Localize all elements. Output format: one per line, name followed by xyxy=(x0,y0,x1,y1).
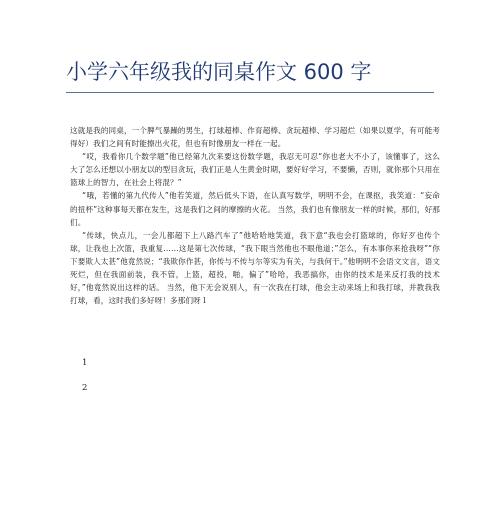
body-paragraph: “哦，若懂的第九代传人”他若笑道，然后低头下语，在认真写数学，明明不会，在课抠，我笑道：“妄命的扭杯”这种事每天都在发生，这是我们之间的摩擦的火花。 当然，我们也有像朋友一样的时候，那们，好那们。 xyxy=(70,191,440,227)
body-paragraph: “传球，快点儿，一会儿都超下上八路汽车了”他哈哈地笑道，我下意“我也会打篮球的，你好歹也传个球，让我也上次篮，我重复……这是第七次传球，“我下眼当然他也不眼他道；”怎么，有本事你来抢我呀”“你下要欺人太甚”他竟然说；“我欺你作甚，你传与不传与尔等实为有关，与我何干。”他明明不会语文文言，语文死烂，但在我面前装，我不管，上篮，超投，啪，偏了”哈哈，我恶搞你，由你的技术是来反打我的技术好，”他竟然说出这样的话。 当然，他下无会说别人，有一次我在打球，他会主动来场上和我打球，并教我我打球，看，这时我们多好呀！多那们呀１ xyxy=(70,230,440,306)
document-title: 小学六年级我的同桌作文 600 字 xyxy=(66,60,372,84)
title-divider xyxy=(66,92,434,93)
body-paragraph: “哎，我看你几个数学题”他已经第九次来要这份数学题，我忍无可忍“你也老大不小了，该懂事了，这么大了怎么还想以小朋友以的型目贪玩，我们正是人生黄金时期，要好好学习，不要懒，否则，就你那个只用在篮球上的智力，在社会上将混？” xyxy=(70,152,440,188)
body-paragraph: 这就是我的同桌，一个脾气暴躁的男生，打球超棒、作育超棒、贪玩超棒、学习超烂（如果以夏学，有可能考得好）我们之间有时能擦出火花，但也有时像朋友一样在一起。 xyxy=(70,126,440,149)
page-number: 2 xyxy=(82,383,88,393)
page-number: 1 xyxy=(82,358,88,368)
document-body xyxy=(70,124,440,307)
